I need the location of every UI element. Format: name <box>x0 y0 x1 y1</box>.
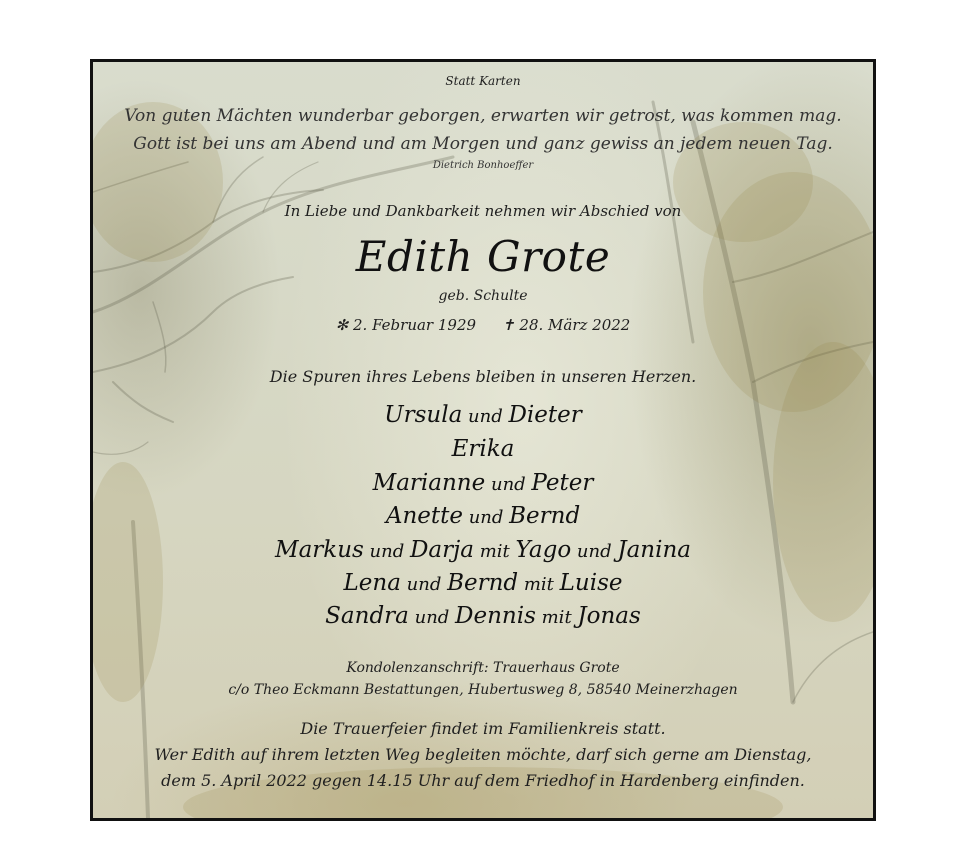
obituary-card <box>90 59 876 821</box>
connector: und <box>485 474 532 495</box>
condolence-address-line-2: c/o Theo Eckmann Bestattungen, Hubertusweg 8, 58540 Meinerzhagen <box>228 682 738 698</box>
connector: und <box>462 406 509 427</box>
mourner-line <box>93 436 873 462</box>
mourner-name: Lena <box>343 570 401 596</box>
connector: mit <box>518 574 560 595</box>
connector: mit <box>473 541 516 562</box>
connector: und <box>462 507 510 528</box>
death-icon: ✝ <box>502 316 515 334</box>
header-line: Statt Karten <box>445 74 521 88</box>
mourner-name: Jonas <box>577 603 641 629</box>
mourner-name: Yago <box>515 537 572 563</box>
deceased-name: Edith Grote <box>355 232 611 281</box>
connector: und <box>408 607 456 628</box>
condolence-address-line-1: Kondolenzanschrift: Trauerhaus Grote <box>346 660 620 676</box>
mourner-name: Markus <box>275 537 364 563</box>
mourner-name: Dennis <box>455 603 536 629</box>
mourner-line <box>93 570 873 596</box>
mourner-name: Sandra <box>325 603 409 629</box>
service-info-line-1: Die Trauerfeier findet im Familienkreis statt. <box>300 719 666 738</box>
mourner-name: Bernd <box>509 503 581 529</box>
mourner-name: Dieter <box>508 402 582 428</box>
mourner-line <box>93 402 873 428</box>
mourner-name: Bernd <box>447 570 519 596</box>
connector: und <box>400 574 448 595</box>
service-info-line-3: dem 5. April 2022 gegen 14.15 Uhr auf dem Friedhof in Hardenberg einfinden. <box>161 771 805 790</box>
birth-date: 2. Februar 1929 <box>353 316 477 334</box>
quote-line-2: Gott ist bei uns am Abend und am Morgen und ganz gewiss an jedem neuen Tag. <box>133 134 833 154</box>
mourner-line <box>93 537 873 563</box>
mourner-line <box>93 503 873 529</box>
life-dates <box>93 316 873 334</box>
death-date: 28. März 2022 <box>519 316 631 334</box>
connector: und <box>363 541 410 562</box>
mourner-name: Marianne <box>372 470 486 496</box>
mourner-name: Erika <box>451 436 515 462</box>
birth-icon: ✻ <box>335 316 349 334</box>
mourner-name: Ursula <box>384 402 463 428</box>
mourner-name: Darja <box>409 537 474 563</box>
maiden-name: geb. Schulte <box>438 288 528 304</box>
intro-line: In Liebe und Dankbarkeit nehmen wir Abschied von <box>284 202 682 220</box>
connector: mit <box>535 607 578 628</box>
mourner-name: Luise <box>559 570 623 596</box>
mourner-line <box>93 603 873 629</box>
mourner-name: Anette <box>385 503 463 529</box>
quote-line-1: Von guten Mächten wunderbar geborgen, erwarten wir getrost, was kommen mag. <box>124 106 842 126</box>
mourner-name: Peter <box>531 470 594 496</box>
mourner-line <box>93 470 873 496</box>
mourner-name: Janina <box>617 537 691 563</box>
service-info-line-2: Wer Edith auf ihrem letzten Weg begleiten möchte, darf sich gerne am Dienstag, <box>154 745 812 764</box>
closing-line: Die Spuren ihres Lebens bleiben in unseren Herzen. <box>269 367 697 386</box>
quote-author: Dietrich Bonhoeffer <box>432 160 534 171</box>
connector: und <box>571 541 618 562</box>
